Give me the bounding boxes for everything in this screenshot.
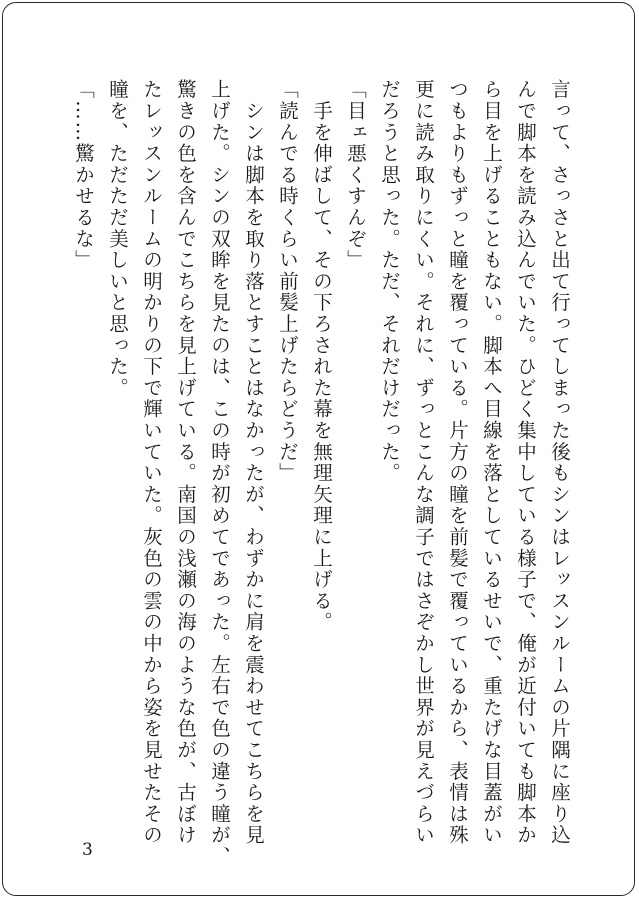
text-line: だろうと思った。ただ、それだけだった。 [378, 79, 401, 484]
text-line: ら目を上げることもない。脚本へ目線を落としているせいで、重たげな目蓋がい [480, 79, 503, 846]
text-line: つもよりもずっと瞳を覆っている。片方の瞳を前髪で覆っているから、表情は殊 [446, 79, 469, 846]
text-line: んで脚本を読み込んでいた。ひどく集中している様子で、俺が近付いても脚本か [514, 79, 537, 846]
vertical-text-body [66, 79, 576, 868]
dialogue-line: 「目ェ悪くすんぞ」 [344, 79, 367, 271]
text-line: 瞳を、ただただ美しいと思った。 [106, 79, 129, 399]
dialogue-line: 「読んでる時くらい前髪上げたらどうだ」 [276, 79, 299, 484]
text-line: 上げた。シンの双眸を見たのは、この時が初めてであった。左右で色の違う瞳が、 [208, 79, 231, 868]
text-line: シンは脚本を取り落とすことはなかったが、わずかに肩を震わせてこちらを見 [242, 79, 265, 846]
text-line: 更に読み取りにくい。それに、ずっとこんな調子ではさぞかし世界が見えづらい [412, 79, 435, 846]
text-line: 言って、さっさと出て行ってしまった後もシンはレッスンルームの片隅に座り込 [548, 79, 571, 846]
text-line: 驚きの色を含んでこちらを見上げている。南国の浅瀬の海のような色が、古ぼけ [174, 79, 197, 846]
dialogue-line: 「……驚かせるな」 [72, 79, 95, 271]
book-page [2, 2, 635, 896]
text-line: 手を伸ばして、その下ろされた幕を無理矢理に上げる。 [310, 79, 333, 633]
text-line: たレッスンルームの明かりの下で輝いていた。灰色の雲の中から姿を見せたその [140, 79, 163, 846]
page-number: 3 [82, 840, 93, 860]
